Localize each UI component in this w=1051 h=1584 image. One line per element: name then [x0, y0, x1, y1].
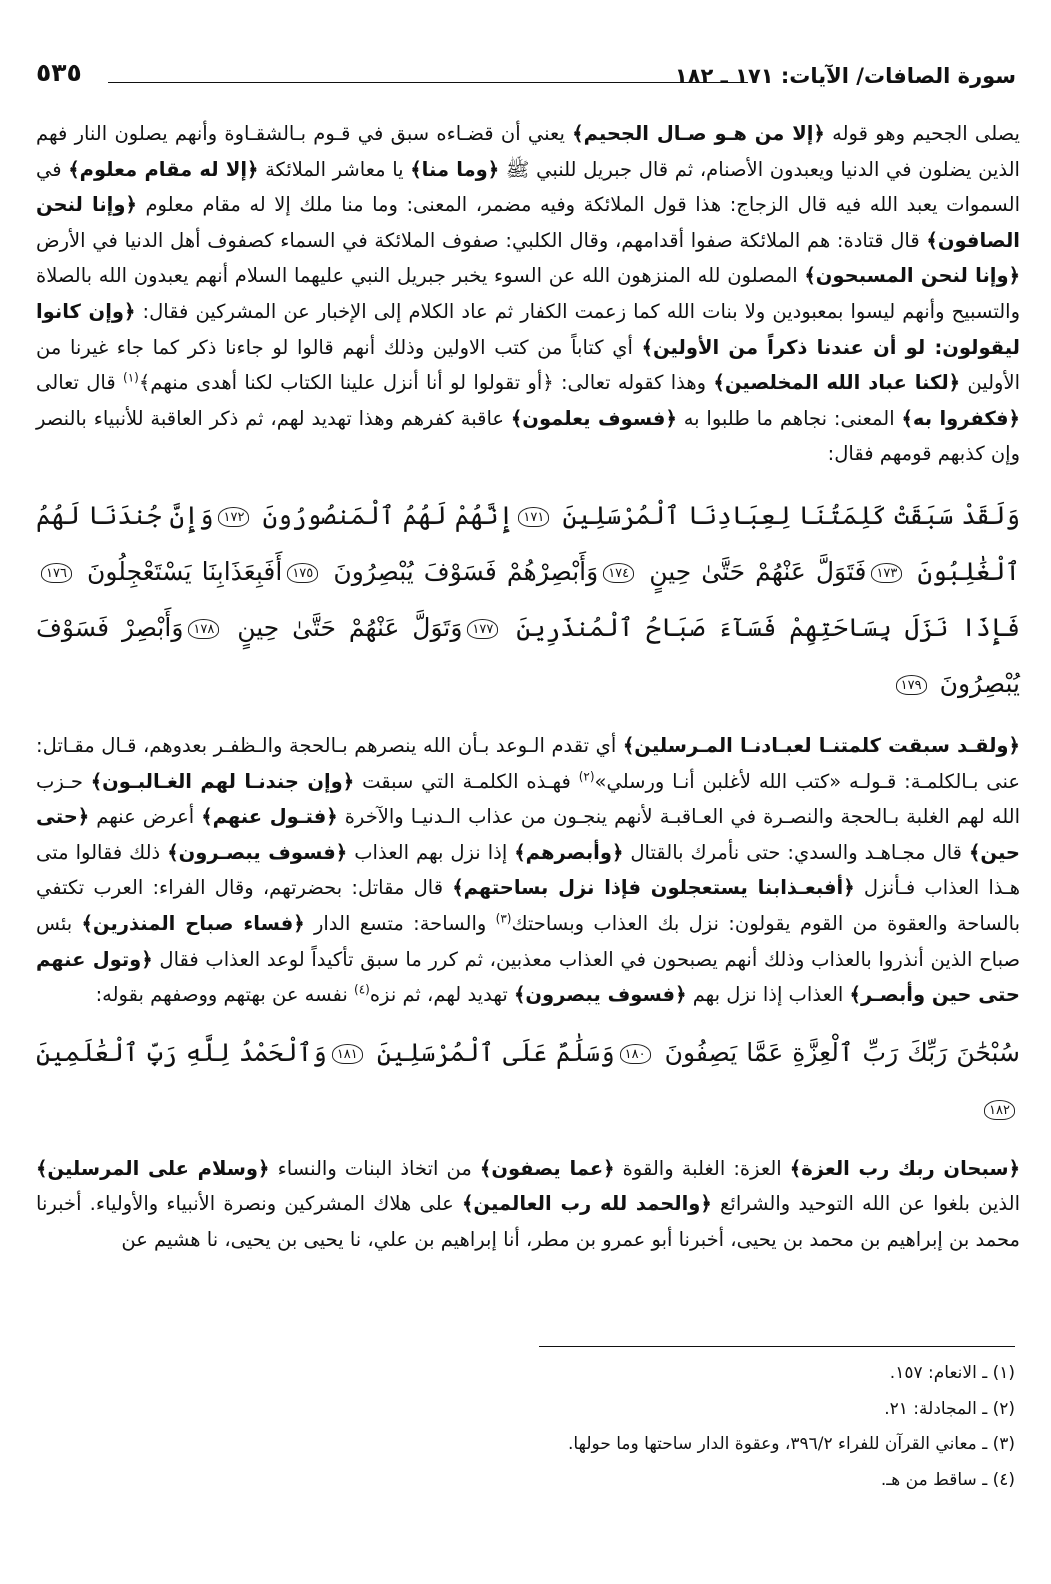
text-run: وهذا كقوله تعالى: ﴿أو تقولوا لو أنا أنزل علينا الكتاب لكنا أهدى منهم﴾ — [138, 371, 714, 395]
text-run: حـزب الله لهم الغلبة بـالحجة والنصـرة في العـاقبـة لأنهم ينجـون من عذاب الـدنيـا والآخرة — [36, 769, 1021, 829]
footnote-reference: (٣) — [495, 911, 512, 926]
quoted-verse-bold: ﴿فكفروا به﴾ — [901, 406, 1020, 430]
page-number: ٥٣٥ — [36, 58, 82, 87]
commentary-paragraph-1 — [36, 116, 1020, 472]
text-run: على هلاك المشركين ونصرة الأنبياء والأولياء. أخبرنا محمد بن إبراهيم بن محمد بن يحيى، أخبرنا أبو عمرو بن مطر، أنا إبراهيم بن علي، نا يحيى بن يحيى، نا هشيم عن — [36, 1192, 1020, 1251]
footnote-reference: (٤) — [354, 982, 370, 997]
text-run: قال مجـاهـد والسدي: حتى نأمرك بالقتال — [623, 840, 969, 864]
commentary-paragraph-3 — [36, 1151, 1020, 1258]
text-run: فَإِذَا نَزَلَ بِسَاحَتِهِمْ فَسَآءَ صَبَاحُ ٱلْمُنذَرِينَ — [516, 612, 1021, 642]
text-run: وَإِنَّ جُندَنَا لَهُمُ ٱلْغَٰلِبُونَ — [36, 500, 1020, 586]
text-run: المعنى: نجاهم ما طلبوا به — [676, 406, 902, 430]
ayah-number-marker: ١٧٩ — [896, 675, 927, 695]
text-run: قال تعالى — [36, 371, 123, 395]
text-run: وَتَوَلَّ عَنْهُمْ حَتَّىٰ حِينٍ — [237, 612, 463, 642]
footnotes — [315, 1356, 1015, 1498]
quran-verses-171-179 — [36, 488, 1020, 712]
text-run: تهديد لهم، ثم نزه — [369, 983, 514, 1007]
quoted-verse-bold: ﴿عما يصفون﴾ — [479, 1156, 615, 1180]
main-text — [36, 116, 1020, 1257]
quoted-verse-bold: ﴿فساء صباح المنذرين﴾ — [81, 911, 305, 935]
ayah-number-marker: ١٨١ — [332, 1044, 363, 1064]
text-run: سُبْحَٰنَ رَبِّكَ رَبِّ ٱلْعِزَّةِ عَمَّا يَصِفُونَ — [664, 1037, 1020, 1067]
text-run: يعني أن قضـاءه سبق في قـوم بـالشقـاوة وأنهم يصلون النار فهم الذين يضلون في الدنيا ويعبدون الأصنام، ثم قال جبريل للنبي ﷺ — [36, 122, 1020, 181]
quoted-verse-bold: ﴿والحمد لله رب العالمين﴾ — [462, 1192, 712, 1216]
text-run: أعرض عنهم — [89, 805, 202, 829]
text-run: قال مقاتل: بحضرتهم، وقال الفراء: العرب تكتفي بالساحة والعقوة من القوم يقولون: نزل بك العذاب وبساحتك — [36, 876, 1020, 935]
footnote-rule — [539, 1346, 1015, 1347]
quoted-verse-bold: ﴿ولقـد سبقت كلمتنـا لعبـادنـا المـرسلين﴾ — [622, 733, 1020, 757]
text-run: وَٱلْحَمْدُ لِلَّهِ رَبِّ ٱلْعَٰلَمِينَ — [36, 1037, 327, 1067]
text-run: أَفَبِعَذَابِنَا يَسْتَعْجِلُونَ — [87, 556, 283, 586]
quoted-verse-bold: ﴿إلا له مقام معلوم﴾ — [68, 157, 259, 181]
ayah-number-marker: ١٧٧ — [467, 619, 498, 639]
quoted-verse-bold: ﴿فسوف يعلمون﴾ — [510, 406, 677, 430]
quoted-verse-bold: ﴿وإنا لنحن المسبحون﴾ — [804, 264, 1020, 288]
text-run: قال قتادة: هم الملائكة صفوا أقدامهم، وقال الكلبي: صفوف الملائكة في السماء كصفوف أهل الدنيا في الأرض — [36, 228, 927, 252]
text-run: الذين بلغوا عن الله التوحيد والشرائع — [711, 1192, 1021, 1216]
text-run: نفسه عن بهتهم ووصفهم بقوله: — [95, 983, 355, 1007]
text-run: العزة: الغلبة والقوة — [614, 1156, 790, 1180]
text-run: بئس صباح الذين أنذروا بالعذاب وذلك أنهم يصبحون في العذاب معذبين، ثم كرر ما سبق تأكيداً لوعد العذاب فقال — [36, 911, 1021, 971]
ayah-number-marker: ١٧٥ — [287, 563, 318, 583]
quoted-verse-bold: ﴿إلا من هـو صـال الجحيم﴾ — [572, 122, 825, 145]
text-run: إذا نزل بهم العذاب — [347, 840, 515, 864]
quoted-verse-bold: ﴿فسوف يبصرون﴾ — [513, 983, 687, 1007]
quoted-verse-bold: ﴿حتى حين﴾ — [36, 805, 1020, 864]
text-run: وَلَقَدْ سَبَقَتْ كَلِمَتُنَا لِعِبَادِنَا ٱلْمُرْسَلِينَ — [562, 500, 1021, 530]
text-run: في السموات يعبد الله فيه قال الزجاج: هذا قول الملائكة وفيه مضمر، المعنى: وما منا ملك إلا له مقام معلوم — [36, 157, 1020, 217]
footnote-1: (١) ـ الانعام: ١٥٧. — [889, 1363, 1015, 1383]
footnote-3: (٣) ـ معاني القرآن للفراء ٣٩٦/٢، وعقوة الدار ساحتها وما حولها. — [567, 1434, 1015, 1454]
text-run: أي كتاباً من كتب الاولين وذلك أنهم قالوا لو جاءنا ذكر كما جاء غيرنا من الأولين — [36, 335, 1020, 395]
text-run: وَأَبْصِرْ فَسَوْفَ يُبْصِرُونَ — [36, 612, 1020, 698]
text-run: وَأَبْصِرْهُمْ فَسَوْفَ يُبْصِرُونَ — [333, 556, 599, 586]
commentary-paragraph-2 — [36, 728, 1020, 1013]
text-run: يصلى الجحيم وهو قوله — [824, 122, 1020, 145]
quoted-verse-bold: ﴿وإن كانوا ليقولون: لو أن عندنا ذكراً من الأولين﴾ — [36, 299, 1020, 359]
quoted-verse-bold: ﴿أفبعـذابنا يستعجلون فإذا نزل بساحتهم﴾ — [452, 876, 855, 900]
text-run: العذاب إذا نزل بهم — [686, 983, 850, 1007]
ayah-number-marker: ١٧٦ — [41, 563, 72, 583]
text-run: من اتخاذ البنات والنساء — [269, 1156, 480, 1180]
quoted-verse-bold: ﴿وتول عنهم حتى حين وأبصـر﴾ — [36, 947, 1020, 1007]
ayah-number-marker: ١٧١ — [518, 507, 549, 527]
quoted-verse-bold: ﴿وما منا﴾ — [410, 157, 500, 181]
quoted-verse-bold: ﴿سبحان ربك رب العزة﴾ — [789, 1156, 1021, 1180]
text-run: أي تقدم الـوعد بـأن الله ينصرهم بـالحجة والـظفـر بعدوهم، قـال مقـاتل: عنى بـالكلمـة: قـولـه «كتب الله لأغلبن أنـا ورسلي» — [36, 733, 1020, 793]
ayah-number-marker: ١٨٢ — [984, 1100, 1015, 1120]
header-rule — [108, 82, 748, 83]
ayah-number-marker: ١٧٢ — [218, 507, 249, 527]
page-header — [36, 58, 1016, 102]
quoted-verse-bold: ﴿وأبصرهم﴾ — [514, 840, 624, 864]
footnote-reference: (١) — [123, 370, 139, 385]
ayah-number-marker: ١٧٨ — [188, 619, 219, 639]
quoted-verse-bold: ﴿وسلام على المرسلين﴾ — [36, 1156, 270, 1180]
text-run: فَتَوَلَّ عَنْهُمْ حَتَّىٰ حِينٍ — [649, 556, 867, 586]
text-run: والساحة: متسع الدار — [304, 911, 496, 935]
text-run: إِنَّهُمْ لَهُمُ ٱلْمَنصُورُونَ — [262, 500, 514, 530]
quoted-verse-bold: ﴿فسوف يبصـرون﴾ — [167, 840, 348, 864]
page-title: سورة الصافات/ الآيات: ١٧١ ـ ١٨٢ — [674, 64, 1016, 88]
quran-verses-180-182 — [36, 1025, 1020, 1137]
footnote-reference: (٢) — [578, 769, 595, 784]
ayah-number-marker: ١٧٣ — [871, 563, 902, 583]
text-run: فهـذه الكلمـة التي سبقت — [354, 769, 579, 793]
footnote-4: (٤) ـ ساقط من هـ. — [880, 1469, 1015, 1490]
ayah-number-marker: ١٧٤ — [603, 563, 634, 583]
text-run: يا معاشر الملائكة — [258, 157, 411, 181]
quoted-verse-bold: ﴿فتـول عنهم﴾ — [201, 805, 338, 829]
text-run: ذلك فقالوا متى هـذا العذاب فـأنزل — [36, 840, 1020, 900]
text-run: المصلون لله المنزهون الله عن السوء يخبر جبريل النبي عليهما السلام أنهم يعبدون الله بالصلاة والتسبيح وأنهم ليسوا بمعبودين ولا بنات الله كما زعمت الكفار ثم عاد الكلام إلى الإخبار عن المشركين فقال: — [36, 264, 1020, 323]
quoted-verse-bold: ﴿لكنا عباد الله المخلصين﴾ — [713, 371, 961, 395]
quoted-verse-bold: ﴿وإن جندنـا لهم الغـالبـون﴾ — [90, 769, 355, 793]
ayah-number-marker: ١٨٠ — [620, 1044, 651, 1064]
quoted-verse-bold: ﴿وإنا لنحن الصافون﴾ — [36, 193, 1020, 252]
footnote-2: (٢) ـ المجادلة: ٢١. — [884, 1398, 1015, 1419]
text-run: وَسَلَٰمٌ عَلَى ٱلْمُرْسَلِينَ — [376, 1037, 615, 1067]
text-run: عاقبة كفرهم وهذا تهديد لهم، ثم ذكر العاقبة للأنبياء بالنصر وإن كذبهم قومهم فقال: — [36, 406, 1020, 466]
